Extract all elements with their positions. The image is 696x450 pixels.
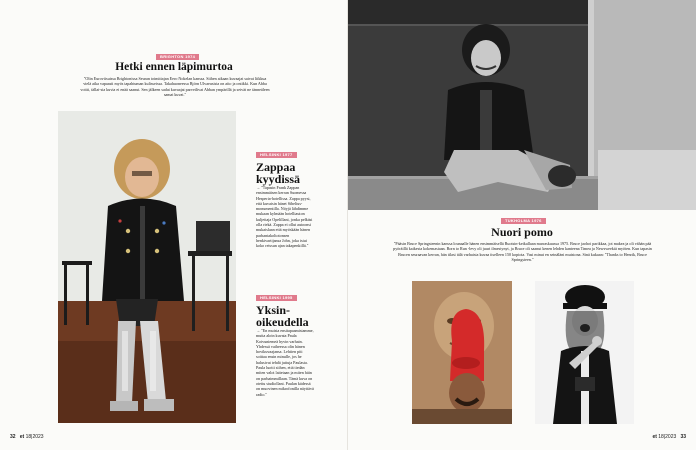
- story-headline: [256, 161, 300, 185]
- story-text: "Pääsin Bruce Springsteenin kanssa lounaalle hänen ensimmäisellä Ruotsin-keikallaan marraskuussa 1975. Bruce jaohoi parikkaa, jot makea ja oli vähän pää pyöräillä kaikesta kokemastaan. Born to Run -levy oli juuri ilmestynyt, ja Bruce oli saanut kenen lehden kanteena Timea ja Newsweekiä myöten. Kun tapasin Brucen seuraavan kerran, hän tilasi tälä varhaista kuvaa itselleen 150 kopiota. Vasi minut en seinäläni muistona. Sinä kukaan: "Thanks to Henrik, Bruce Springsteen.": [393, 241, 652, 262]
- issue-number: 18|2023: [658, 434, 677, 440]
- frank-zappa-illustration: [412, 281, 512, 424]
- headline-line: Zappaa: [256, 160, 296, 174]
- story-location-tag: HELSINKI 1995: [256, 295, 297, 301]
- magazine-brand: et: [652, 434, 657, 440]
- bjorn-ulvaeus-illustration: [58, 111, 236, 423]
- headline-line: Yksin-: [256, 303, 291, 317]
- story-location-tag: TUKHOLMA 1976: [501, 218, 546, 224]
- headline-line: oikeudella: [256, 315, 309, 329]
- paula-koivuniemi-illustration: [535, 281, 634, 424]
- story-text: → "En muista ensitapaamistamme, mutta aloin kuvata Paula Koivuniemeä hyvin varhain. Yhdessä vaiheessa olin hänen hovikuvaajansa. Lehtien piti soittaa ensin minulle, jos he halusivat tehdä juttuja Paulasta. Paula luotti siihen, että tiedän miten valot laitetaan ja miten häin on parhaimmillaan. Tämä kuva on otettu studiollani. Paulan kädessä on muovinen mikrofonilla näyttävä radio.": [256, 328, 314, 397]
- paula-koivuniemi-photo: [535, 281, 634, 424]
- frank-zappa-photo: [412, 281, 512, 424]
- story-headline: Hetki ennen läpimurtoa: [115, 61, 233, 73]
- story-headline: Nuori pomo: [491, 225, 553, 239]
- page-folio: [10, 434, 44, 440]
- bruce-springsteen-photo: [348, 0, 696, 210]
- story-location-tag: HELSINKI 1977: [256, 152, 297, 158]
- page-number: 33: [680, 434, 686, 440]
- story-text: → "Tapasin Frank Zappan ensimmäisen kerran Suomessa Hesperia-hotellissa. Zappa pyysi, että kuvaisin hänet Sibelius-monumentilla. Nöyjä lähdimme mukaan kylmään hotelliauton kuljettaja Opelillani, jonka pelkäsi olla riekä. Zappa ei ollut autoonsi mukaislaan että myöskään hänen parhantakoltotonsen henkivartijansa John, joka istui koko reissun ajan takapenkillä.": [256, 185, 313, 249]
- story-location-tag: BRIGHTON 1974: [156, 54, 199, 60]
- story-text: "Olin Euroviisuissa Brightonissa Seuran toimittajan Eero Nokelan kanssa. Siihen aikaan kuvaajat saivat liikkua vielä aika vapaasti myös tapahtuman kulisseissa. Takahuoneessa Björn Ulvaeusista on aito ja ontikki. Kun Abba voitti, tällai-sia kuvia ei enää saanut. Sen jälkeen sadat kuvaajat parveilivat Abban ympärillä ja seivät ne tänneäleen samat kuvat.": [80, 76, 270, 97]
- bruce-springsteen-illustration: [348, 0, 696, 210]
- page-number: 32: [10, 434, 16, 440]
- magazine-brand: et: [19, 434, 25, 440]
- story-headline: [256, 304, 309, 328]
- bjorn-ulvaeus-photo: [58, 111, 236, 423]
- page-folio: [652, 434, 686, 440]
- headline-line: kyydissä: [256, 172, 301, 186]
- issue-number: 18|2023: [25, 434, 44, 440]
